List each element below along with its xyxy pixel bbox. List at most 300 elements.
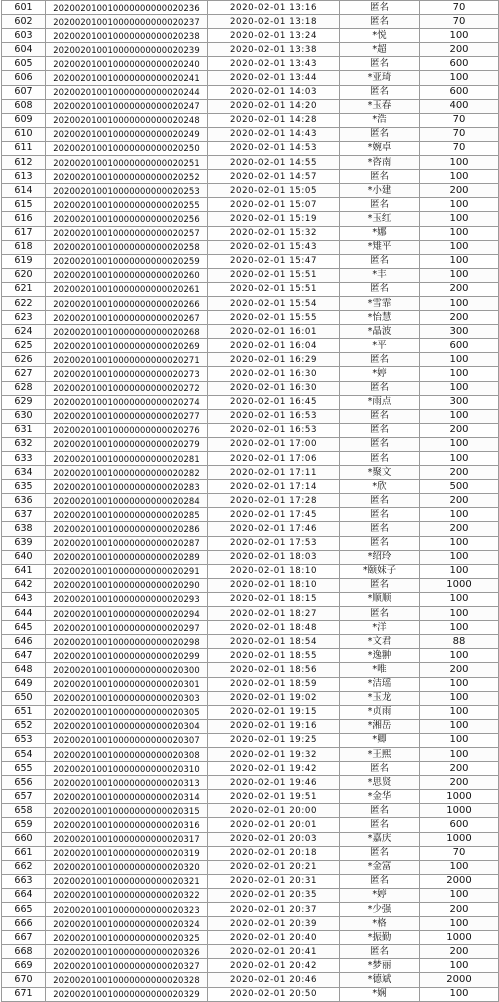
- row-number-cell: 620: [2, 268, 46, 282]
- amount-cell: 200: [420, 184, 499, 198]
- order-id-cell: 202002010010000000000020244: [46, 85, 208, 99]
- timestamp-cell: 2020-02-01 16:30: [208, 381, 340, 395]
- order-id-cell: 202002010010000000000020274: [46, 395, 208, 409]
- donor-name-cell: *卿: [340, 733, 420, 747]
- table-row: [2, 99, 499, 113]
- timestamp-cell: 2020-02-01 18:59: [208, 677, 340, 691]
- donor-name-cell: *文君: [340, 635, 420, 649]
- amount-cell: 88: [420, 635, 499, 649]
- table-row: [2, 212, 499, 226]
- timestamp-cell: 2020-02-01 18:03: [208, 550, 340, 564]
- donor-name-cell: 匿名: [340, 170, 420, 184]
- table-row: [2, 184, 499, 198]
- timestamp-cell: 2020-02-01 19:51: [208, 790, 340, 804]
- donor-name-cell: *亚琦: [340, 71, 420, 85]
- timestamp-cell: 2020-02-01 20:42: [208, 959, 340, 973]
- amount-cell: 70: [420, 15, 499, 29]
- order-id-cell: 202002010010000000000020320: [46, 860, 208, 874]
- table-row: [2, 494, 499, 508]
- donor-name-cell: 匿名: [340, 578, 420, 592]
- amount-cell: 100: [420, 367, 499, 381]
- table-row: [2, 607, 499, 621]
- table-row: [2, 141, 499, 155]
- donor-name-cell: *小建: [340, 184, 420, 198]
- table-row: [2, 29, 499, 43]
- table-row: [2, 226, 499, 240]
- amount-cell: 70: [420, 1, 499, 15]
- timestamp-cell: 2020-02-01 15:19: [208, 212, 340, 226]
- amount-cell: 600: [420, 818, 499, 832]
- timestamp-cell: 2020-02-01 17:00: [208, 437, 340, 451]
- timestamp-cell: 2020-02-01 15:07: [208, 198, 340, 212]
- order-id-cell: 202002010010000000000020250: [46, 141, 208, 155]
- row-number-cell: 621: [2, 282, 46, 296]
- amount-cell: 600: [420, 57, 499, 71]
- row-number-cell: 628: [2, 381, 46, 395]
- amount-cell: 100: [420, 649, 499, 663]
- timestamp-cell: 2020-02-01 14:57: [208, 170, 340, 184]
- table-row: [2, 127, 499, 141]
- row-number-cell: 637: [2, 508, 46, 522]
- row-number-cell: 626: [2, 353, 46, 367]
- donor-name-cell: *娴: [340, 987, 420, 1001]
- donor-name-cell: *雪霏: [340, 296, 420, 310]
- row-number-cell: 666: [2, 917, 46, 931]
- order-id-cell: 202002010010000000000020259: [46, 254, 208, 268]
- row-number-cell: 668: [2, 945, 46, 959]
- row-number-cell: 662: [2, 860, 46, 874]
- amount-cell: 100: [420, 959, 499, 973]
- table-row: [2, 874, 499, 888]
- row-number-cell: 629: [2, 395, 46, 409]
- row-number-cell: 605: [2, 57, 46, 71]
- amount-cell: 70: [420, 127, 499, 141]
- amount-cell: 100: [420, 212, 499, 226]
- order-id-cell: 202002010010000000000020252: [46, 170, 208, 184]
- amount-cell: 100: [420, 917, 499, 931]
- amount-cell: 200: [420, 522, 499, 536]
- donor-name-cell: *思贤: [340, 776, 420, 790]
- timestamp-cell: 2020-02-01 13:44: [208, 71, 340, 85]
- timestamp-cell: 2020-02-01 19:25: [208, 733, 340, 747]
- row-number-cell: 635: [2, 480, 46, 494]
- table-row: [2, 395, 499, 409]
- table-row: [2, 311, 499, 325]
- donor-name-cell: 匿名: [340, 804, 420, 818]
- timestamp-cell: 2020-02-01 13:24: [208, 29, 340, 43]
- row-number-cell: 618: [2, 240, 46, 254]
- table-row: [2, 57, 499, 71]
- row-number-cell: 646: [2, 635, 46, 649]
- order-id-cell: 202002010010000000000020329: [46, 987, 208, 1001]
- amount-cell: 100: [420, 170, 499, 184]
- amount-cell: 200: [420, 903, 499, 917]
- donor-name-cell: *嘉庆: [340, 832, 420, 846]
- timestamp-cell: 2020-02-01 20:00: [208, 804, 340, 818]
- timestamp-cell: 2020-02-01 14:43: [208, 127, 340, 141]
- row-number-cell: 643: [2, 592, 46, 606]
- order-id-cell: 202002010010000000000020269: [46, 339, 208, 353]
- amount-cell: 70: [420, 141, 499, 155]
- table-row: [2, 508, 499, 522]
- table-row: [2, 691, 499, 705]
- row-number-cell: 665: [2, 903, 46, 917]
- order-id-cell: 202002010010000000000020307: [46, 733, 208, 747]
- amount-cell: 200: [420, 945, 499, 959]
- order-id-cell: 202002010010000000000020279: [46, 437, 208, 451]
- amount-cell: 100: [420, 240, 499, 254]
- amount-cell: 100: [420, 621, 499, 635]
- table-row: [2, 353, 499, 367]
- amount-cell: 100: [420, 268, 499, 282]
- row-number-cell: 631: [2, 423, 46, 437]
- donor-name-cell: 匿名: [340, 353, 420, 367]
- row-number-cell: 670: [2, 973, 46, 987]
- amount-cell: 200: [420, 466, 499, 480]
- amount-cell: 100: [420, 296, 499, 310]
- donor-name-cell: *贞雨: [340, 705, 420, 719]
- timestamp-cell: 2020-02-01 18:56: [208, 663, 340, 677]
- amount-cell: 600: [420, 339, 499, 353]
- order-id-cell: 202002010010000000000020273: [46, 367, 208, 381]
- order-id-cell: 202002010010000000000020284: [46, 494, 208, 508]
- table-row: [2, 719, 499, 733]
- order-id-cell: 202002010010000000000020298: [46, 635, 208, 649]
- donor-name-cell: *婉卓: [340, 141, 420, 155]
- donor-name-cell: 匿名: [340, 874, 420, 888]
- timestamp-cell: 2020-02-01 14:53: [208, 141, 340, 155]
- table-row: [2, 480, 499, 494]
- timestamp-cell: 2020-02-01 20:03: [208, 832, 340, 846]
- timestamp-cell: 2020-02-01 20:41: [208, 945, 340, 959]
- order-id-cell: 202002010010000000000020314: [46, 790, 208, 804]
- amount-cell: 70: [420, 113, 499, 127]
- row-number-cell: 623: [2, 311, 46, 325]
- amount-cell: 200: [420, 762, 499, 776]
- donor-name-cell: 匿名: [340, 846, 420, 860]
- donor-name-cell: 匿名: [340, 945, 420, 959]
- table-row: [2, 113, 499, 127]
- order-id-cell: 202002010010000000000020322: [46, 888, 208, 902]
- amount-cell: 1000: [420, 931, 499, 945]
- donor-name-cell: *顺顺: [340, 592, 420, 606]
- order-id-cell: 202002010010000000000020291: [46, 564, 208, 578]
- order-id-cell: 202002010010000000000020256: [46, 212, 208, 226]
- timestamp-cell: 2020-02-01 15:51: [208, 268, 340, 282]
- timestamp-cell: 2020-02-01 14:28: [208, 113, 340, 127]
- donor-name-cell: 匿名: [340, 452, 420, 466]
- order-id-cell: 202002010010000000000020300: [46, 663, 208, 677]
- order-id-cell: 202002010010000000000020289: [46, 550, 208, 564]
- row-number-cell: 650: [2, 691, 46, 705]
- table-row: [2, 268, 499, 282]
- table-row: [2, 198, 499, 212]
- order-id-cell: 202002010010000000000020319: [46, 846, 208, 860]
- amount-cell: 100: [420, 607, 499, 621]
- donor-name-cell: *洋: [340, 621, 420, 635]
- timestamp-cell: 2020-02-01 18:55: [208, 649, 340, 663]
- order-id-cell: 202002010010000000000020327: [46, 959, 208, 973]
- order-id-cell: 202002010010000000000020328: [46, 973, 208, 987]
- order-id-cell: 202002010010000000000020236: [46, 1, 208, 15]
- row-number-cell: 609: [2, 113, 46, 127]
- table-row: [2, 1, 499, 15]
- donor-name-cell: *唯: [340, 663, 420, 677]
- table-row: [2, 240, 499, 254]
- row-number-cell: 638: [2, 522, 46, 536]
- donor-name-cell: 匿名: [340, 762, 420, 776]
- amount-cell: 1000: [420, 578, 499, 592]
- order-id-cell: 202002010010000000000020326: [46, 945, 208, 959]
- donor-name-cell: 匿名: [340, 494, 420, 508]
- order-id-cell: 202002010010000000000020304: [46, 719, 208, 733]
- timestamp-cell: 2020-02-01 13:18: [208, 15, 340, 29]
- row-number-cell: 654: [2, 747, 46, 761]
- order-id-cell: 202002010010000000000020321: [46, 874, 208, 888]
- amount-cell: 100: [420, 733, 499, 747]
- donor-name-cell: 匿名: [340, 198, 420, 212]
- row-number-cell: 657: [2, 790, 46, 804]
- timestamp-cell: 2020-02-01 20:01: [208, 818, 340, 832]
- timestamp-cell: 2020-02-01 20:50: [208, 987, 340, 1001]
- timestamp-cell: 2020-02-01 20:46: [208, 973, 340, 987]
- donor-name-cell: *悦: [340, 29, 420, 43]
- timestamp-cell: 2020-02-01 17:14: [208, 480, 340, 494]
- timestamp-cell: 2020-02-01 20:21: [208, 860, 340, 874]
- order-id-cell: 202002010010000000000020249: [46, 127, 208, 141]
- table-row: [2, 945, 499, 959]
- row-number-cell: 624: [2, 325, 46, 339]
- amount-cell: 100: [420, 987, 499, 1001]
- timestamp-cell: 2020-02-01 19:15: [208, 705, 340, 719]
- order-id-cell: 202002010010000000000020253: [46, 184, 208, 198]
- table-row: [2, 564, 499, 578]
- row-number-cell: 612: [2, 156, 46, 170]
- row-number-cell: 633: [2, 452, 46, 466]
- timestamp-cell: 2020-02-01 17:28: [208, 494, 340, 508]
- timestamp-cell: 2020-02-01 20:39: [208, 917, 340, 931]
- amount-cell: 600: [420, 85, 499, 99]
- donor-name-cell: *咨南: [340, 156, 420, 170]
- row-number-cell: 664: [2, 888, 46, 902]
- order-id-cell: 202002010010000000000020251: [46, 156, 208, 170]
- timestamp-cell: 2020-02-01 14:03: [208, 85, 340, 99]
- timestamp-cell: 2020-02-01 15:43: [208, 240, 340, 254]
- donor-name-cell: 匿名: [340, 423, 420, 437]
- order-id-cell: 202002010010000000000020240: [46, 57, 208, 71]
- row-number-cell: 659: [2, 818, 46, 832]
- timestamp-cell: 2020-02-01 20:40: [208, 931, 340, 945]
- row-number-cell: 671: [2, 987, 46, 1001]
- amount-cell: 100: [420, 691, 499, 705]
- table-row: [2, 43, 499, 57]
- amount-cell: 100: [420, 156, 499, 170]
- table-row: [2, 170, 499, 184]
- row-number-cell: 667: [2, 931, 46, 945]
- order-id-cell: 202002010010000000000020267: [46, 311, 208, 325]
- timestamp-cell: 2020-02-01 15:47: [208, 254, 340, 268]
- table-row: [2, 592, 499, 606]
- donation-table: [1, 0, 499, 1002]
- order-id-cell: 202002010010000000000020285: [46, 508, 208, 522]
- row-number-cell: 619: [2, 254, 46, 268]
- table-row: [2, 931, 499, 945]
- row-number-cell: 610: [2, 127, 46, 141]
- timestamp-cell: 2020-02-01 18:10: [208, 564, 340, 578]
- row-number-cell: 622: [2, 296, 46, 310]
- row-number-cell: 607: [2, 85, 46, 99]
- row-number-cell: 640: [2, 550, 46, 564]
- table-row: [2, 85, 499, 99]
- timestamp-cell: 2020-02-01 20:37: [208, 903, 340, 917]
- table-row: [2, 776, 499, 790]
- table-row: [2, 71, 499, 85]
- timestamp-cell: 2020-02-01 20:35: [208, 888, 340, 902]
- donor-name-cell: *玉龙: [340, 691, 420, 705]
- donor-name-cell: *湘岳: [340, 719, 420, 733]
- amount-cell: 1000: [420, 832, 499, 846]
- timestamp-cell: 2020-02-01 14:55: [208, 156, 340, 170]
- amount-cell: 100: [420, 705, 499, 719]
- timestamp-cell: 2020-02-01 18:10: [208, 578, 340, 592]
- order-id-cell: 202002010010000000000020266: [46, 296, 208, 310]
- row-number-cell: 606: [2, 71, 46, 85]
- amount-cell: 1000: [420, 790, 499, 804]
- row-number-cell: 611: [2, 141, 46, 155]
- amount-cell: 70: [420, 846, 499, 860]
- table-row: [2, 903, 499, 917]
- amount-cell: 300: [420, 395, 499, 409]
- row-number-cell: 645: [2, 621, 46, 635]
- row-number-cell: 614: [2, 184, 46, 198]
- amount-cell: 100: [420, 226, 499, 240]
- row-number-cell: 663: [2, 874, 46, 888]
- amount-cell: 200: [420, 776, 499, 790]
- row-number-cell: 632: [2, 437, 46, 451]
- order-id-cell: 202002010010000000000020324: [46, 917, 208, 931]
- amount-cell: 100: [420, 677, 499, 691]
- amount-cell: 100: [420, 381, 499, 395]
- table-row: [2, 254, 499, 268]
- order-id-cell: 202002010010000000000020290: [46, 578, 208, 592]
- timestamp-cell: 2020-02-01 17:45: [208, 508, 340, 522]
- table-row: [2, 325, 499, 339]
- timestamp-cell: 2020-02-01 17:53: [208, 536, 340, 550]
- donor-name-cell: *洁瑶: [340, 677, 420, 691]
- donor-name-cell: 匿名: [340, 508, 420, 522]
- donor-name-cell: 匿名: [340, 254, 420, 268]
- timestamp-cell: 2020-02-01 15:54: [208, 296, 340, 310]
- order-id-cell: 202002010010000000000020247: [46, 99, 208, 113]
- amount-cell: 100: [420, 592, 499, 606]
- row-number-cell: 604: [2, 43, 46, 57]
- row-number-cell: 630: [2, 409, 46, 423]
- row-number-cell: 651: [2, 705, 46, 719]
- donor-name-cell: *聚文: [340, 466, 420, 480]
- amount-cell: 100: [420, 29, 499, 43]
- timestamp-cell: 2020-02-01 13:43: [208, 57, 340, 71]
- amount-cell: 200: [420, 282, 499, 296]
- table-row: [2, 917, 499, 931]
- timestamp-cell: 2020-02-01 19:46: [208, 776, 340, 790]
- row-number-cell: 608: [2, 99, 46, 113]
- table-row: [2, 973, 499, 987]
- amount-cell: 500: [420, 480, 499, 494]
- donor-name-cell: *娜: [340, 226, 420, 240]
- amount-cell: 200: [420, 311, 499, 325]
- row-number-cell: 617: [2, 226, 46, 240]
- amount-cell: 100: [420, 888, 499, 902]
- table-row: [2, 423, 499, 437]
- table-row: [2, 437, 499, 451]
- timestamp-cell: 2020-02-01 16:53: [208, 423, 340, 437]
- timestamp-cell: 2020-02-01 20:31: [208, 874, 340, 888]
- row-number-cell: 647: [2, 649, 46, 663]
- amount-cell: 2000: [420, 973, 499, 987]
- order-id-cell: 202002010010000000000020258: [46, 240, 208, 254]
- timestamp-cell: 2020-02-01 16:04: [208, 339, 340, 353]
- table-row: [2, 860, 499, 874]
- amount-cell: 100: [420, 254, 499, 268]
- donor-name-cell: 匿名: [340, 409, 420, 423]
- donor-name-cell: *绍玲: [340, 550, 420, 564]
- row-number-cell: 625: [2, 339, 46, 353]
- donor-name-cell: 匿名: [340, 282, 420, 296]
- donor-name-cell: 匿名: [340, 818, 420, 832]
- amount-cell: 100: [420, 437, 499, 451]
- donor-name-cell: 匿名: [340, 437, 420, 451]
- amount-cell: 100: [420, 536, 499, 550]
- timestamp-cell: 2020-02-01 19:42: [208, 762, 340, 776]
- order-id-cell: 202002010010000000000020308: [46, 747, 208, 761]
- table-row: [2, 621, 499, 635]
- table-row: [2, 677, 499, 691]
- timestamp-cell: 2020-02-01 19:32: [208, 747, 340, 761]
- donor-name-cell: 匿名: [340, 522, 420, 536]
- donor-name-cell: 匿名: [340, 1, 420, 15]
- table-row: [2, 762, 499, 776]
- order-id-cell: 202002010010000000000020272: [46, 381, 208, 395]
- donor-name-cell: *晶波: [340, 325, 420, 339]
- row-number-cell: 652: [2, 719, 46, 733]
- row-number-cell: 601: [2, 1, 46, 15]
- timestamp-cell: 2020-02-01 16:45: [208, 395, 340, 409]
- order-id-cell: 202002010010000000000020281: [46, 452, 208, 466]
- amount-cell: 1000: [420, 804, 499, 818]
- timestamp-cell: 2020-02-01 16:01: [208, 325, 340, 339]
- row-number-cell: 616: [2, 212, 46, 226]
- row-number-cell: 603: [2, 29, 46, 43]
- order-id-cell: 202002010010000000000020239: [46, 43, 208, 57]
- row-number-cell: 658: [2, 804, 46, 818]
- table-row: [2, 888, 499, 902]
- donor-name-cell: *德斌: [340, 973, 420, 987]
- table-row: [2, 339, 499, 353]
- order-id-cell: 202002010010000000000020261: [46, 282, 208, 296]
- order-id-cell: 202002010010000000000020316: [46, 818, 208, 832]
- order-id-cell: 202002010010000000000020271: [46, 353, 208, 367]
- amount-cell: 200: [420, 423, 499, 437]
- row-number-cell: 613: [2, 170, 46, 184]
- amount-cell: 100: [420, 508, 499, 522]
- timestamp-cell: 2020-02-01 16:30: [208, 367, 340, 381]
- table-row: [2, 452, 499, 466]
- order-id-cell: 202002010010000000000020282: [46, 466, 208, 480]
- table-row: [2, 156, 499, 170]
- row-number-cell: 653: [2, 733, 46, 747]
- amount-cell: 100: [420, 409, 499, 423]
- row-number-cell: 661: [2, 846, 46, 860]
